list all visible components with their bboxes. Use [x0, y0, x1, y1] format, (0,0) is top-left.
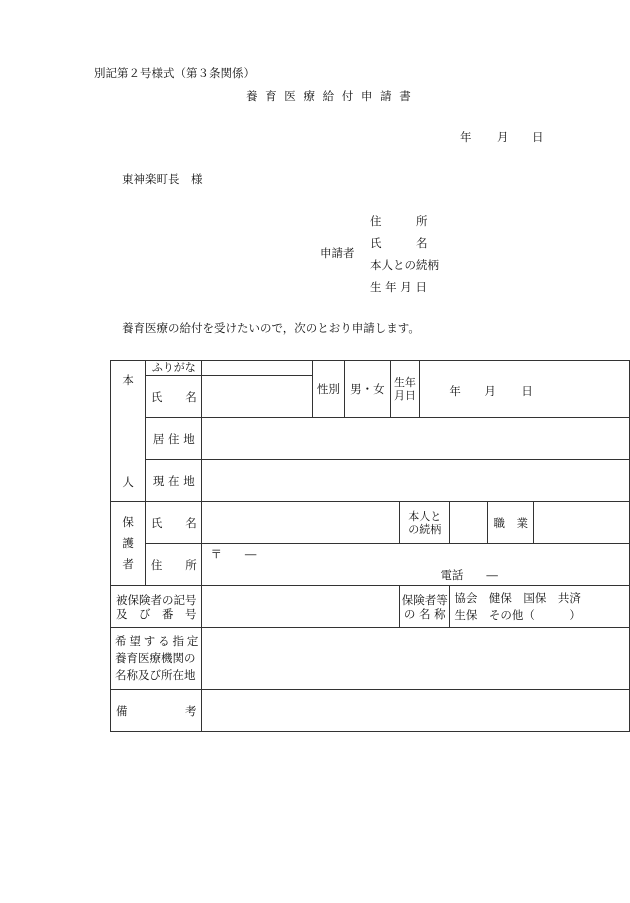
page-title: 養 育 医 療 給 付 申 請 書 — [246, 89, 413, 103]
relation-label — [400, 502, 450, 544]
relation-field[interactable] — [450, 502, 488, 544]
residence-label: 居 住 地 — [146, 418, 202, 460]
name-label: 氏 名 — [146, 376, 202, 418]
intro-text: 養育医療の給付を受けたいので，次のとおり申請します。 — [122, 321, 420, 335]
insurer-options-line2: 生保 その他（ ） — [454, 608, 581, 622]
current-location-label: 現 在 地 — [146, 460, 202, 502]
furigana-field[interactable] — [202, 361, 312, 376]
guardian-address-label: 住 所 — [146, 544, 202, 586]
addressee: 東神楽町長 様 — [122, 172, 203, 186]
hospital-label-line1: 希望する指定 — [115, 634, 202, 648]
remarks-label: 備 考 — [111, 690, 202, 732]
applicant-label: 申請者 — [320, 246, 355, 260]
guardian-label-1: 保 — [122, 515, 134, 529]
guardian-cell — [111, 502, 146, 586]
insured-number-label — [111, 586, 202, 628]
insured-label-line2: 及 び 番 号 — [115, 606, 197, 621]
occupation-label: 職 業 — [488, 502, 534, 544]
relation-label-line2: の続柄 — [408, 522, 442, 536]
insured-label-line1: 被保険者の記号 — [115, 592, 197, 607]
sex-label: 性別 — [312, 361, 345, 418]
applicant-name-label: 氏 名 — [370, 236, 428, 250]
hospital-field[interactable] — [202, 628, 630, 690]
insurer-name-label — [400, 586, 450, 628]
birth-date-field[interactable] — [420, 361, 630, 418]
hospital-label — [111, 628, 202, 690]
relation-label-line1: 本人と — [408, 509, 442, 523]
insured-number-field[interactable] — [202, 586, 400, 628]
date-day-label: 日 — [532, 130, 544, 144]
guardian-name-label: 氏 名 — [146, 502, 202, 544]
remarks-field[interactable] — [202, 690, 630, 732]
honnin-label-bottom: 人 — [122, 475, 134, 489]
name-field[interactable] — [202, 376, 312, 418]
honnin-label-top: 本 — [122, 373, 134, 387]
guardian-name-field[interactable] — [202, 502, 400, 544]
furigana-label: ふりがな — [146, 361, 202, 376]
form-number: 別記第２号様式（第３条関係） — [94, 66, 255, 80]
applicant-relation-label: 本人との続柄 — [370, 258, 439, 272]
date-year-label: 年 — [460, 130, 472, 144]
occupation-field[interactable] — [534, 502, 630, 544]
birth-label — [390, 361, 420, 418]
residence-field[interactable] — [202, 418, 630, 460]
applicant-address-label: 住 所 — [370, 214, 428, 228]
current-location-field[interactable] — [202, 460, 630, 502]
hospital-label-line3: 名称及び所在地 — [115, 668, 196, 682]
insurer-options-line1: 協会 健保 国保 共済 — [454, 591, 581, 605]
guardian-address-field[interactable] — [202, 544, 630, 586]
application-table — [110, 360, 630, 732]
birth-month-label: 月 — [484, 384, 496, 398]
birth-label-line1: 生年 — [393, 376, 416, 389]
guardian-label-3: 者 — [122, 557, 134, 571]
phone-label: 電話 ― — [440, 568, 498, 582]
postal-mark: 〒 ― — [210, 547, 257, 561]
birth-day-label: 日 — [521, 384, 533, 398]
birth-label-line2: 月日 — [393, 389, 416, 402]
insurer-label-line1: 保険者等 — [401, 592, 448, 607]
applicant-birth-label: 生 年 月 日 — [370, 280, 427, 294]
date-month-label: 月 — [497, 130, 509, 144]
hospital-label-line2: 養育医療機関の — [115, 651, 196, 665]
guardian-label-2: 護 — [122, 536, 134, 550]
sex-options[interactable]: 男・女 — [345, 361, 390, 418]
insurer-options[interactable] — [450, 586, 630, 628]
honnin-cell — [111, 361, 146, 502]
insurer-label-line2: の 名 称 — [403, 606, 446, 621]
birth-year-label: 年 — [449, 384, 461, 398]
